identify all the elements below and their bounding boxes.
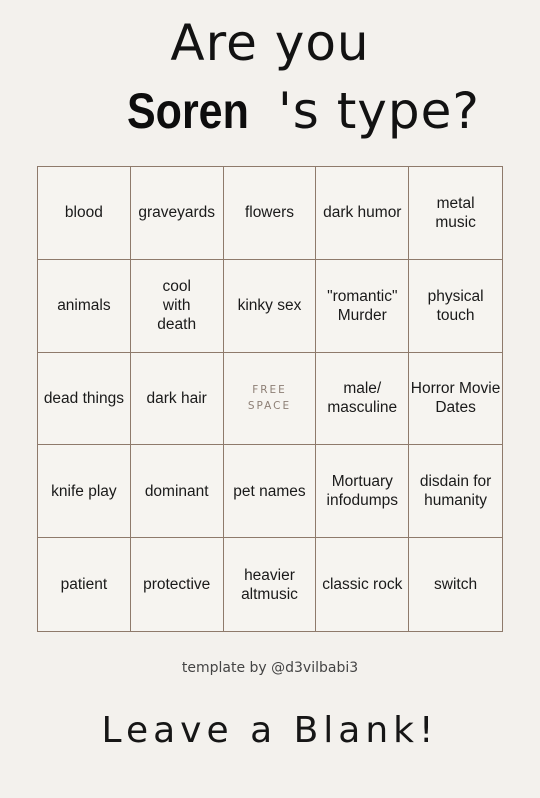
footer-instruction: Leave a Blank!: [101, 710, 439, 751]
free-space-cell: FREE SPACE: [224, 353, 317, 446]
title-line-2: [0, 78, 540, 148]
bingo-cell: classic rock: [316, 538, 409, 631]
bingo-cell: kinky sex: [224, 260, 317, 353]
bingo-cell: disdain for humanity: [409, 445, 502, 538]
bingo-cell: pet names: [224, 445, 317, 538]
bingo-cell: metal music: [409, 167, 502, 260]
template-credit: template by @d3vilbabi3: [181, 660, 359, 676]
title-line-1: Are you: [170, 14, 370, 72]
type-question-text: 's type?: [278, 82, 480, 140]
bingo-cell: animals: [38, 260, 131, 353]
bingo-cell: male/ masculine: [316, 353, 409, 446]
bingo-cell: switch: [434, 576, 478, 594]
bingo-cell: graveyards: [131, 167, 224, 260]
bingo-cell: patient: [38, 538, 131, 631]
bingo-cell: dominant: [131, 445, 224, 538]
bingo-cell: physical touch: [409, 260, 502, 353]
bingo-cell: flowers: [224, 167, 317, 260]
bingo-cell: heavier altmusic: [224, 538, 317, 631]
bingo-cell: protective: [131, 538, 224, 631]
bingo-cell: Horror Movie Dates: [409, 353, 502, 446]
bingo-grid: [37, 166, 503, 632]
bingo-cell: knife play: [38, 445, 131, 538]
bingo-cell: blood: [38, 167, 131, 260]
bingo-cell: "romantic" Murder: [316, 260, 409, 353]
bingo-cell: Mortuary infodumps: [316, 445, 409, 538]
bingo-cell: dead things: [38, 353, 131, 446]
name-text: Soren: [127, 83, 249, 139]
bingo-cell: dark hair: [131, 353, 224, 446]
bingo-cell: cool with death: [131, 260, 224, 353]
bingo-cell: dark humor: [316, 167, 409, 260]
